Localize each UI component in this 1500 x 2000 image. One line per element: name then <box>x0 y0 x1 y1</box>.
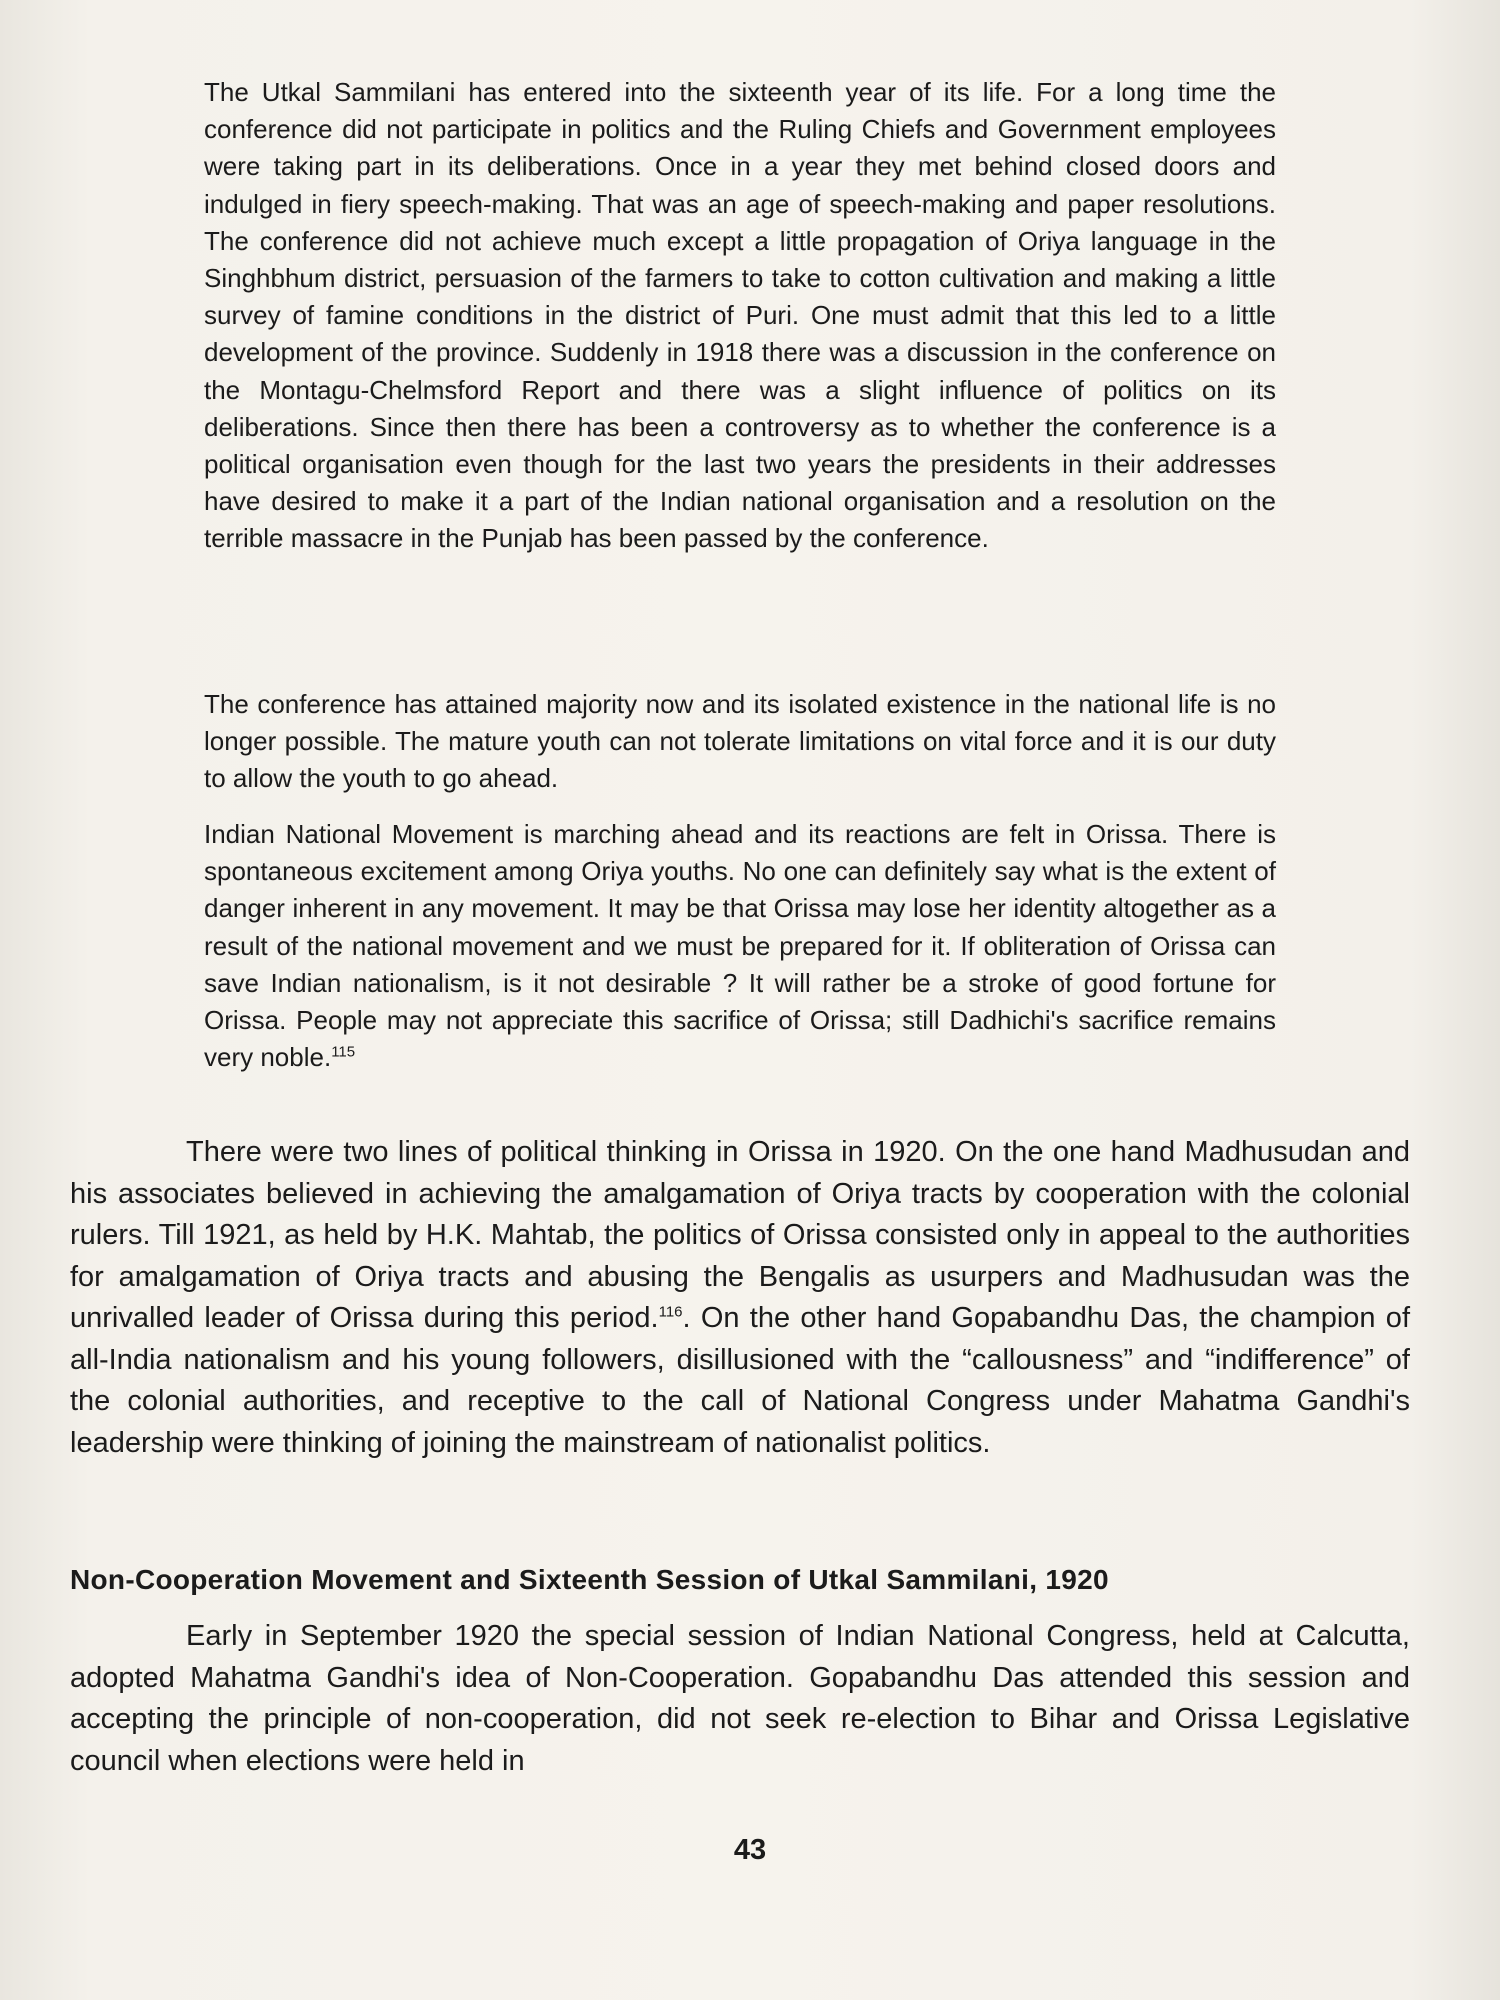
footnote-marker-116: 116 <box>658 1303 683 1321</box>
body-paragraph-2-text: Early in September 1920 the special session of Indian National Congress, held at Calcutta, adopted Mahatma Gandhi's idea of Non-Cooperation. Gopabandhu Das attended this session and accepting the principle of non-cooperation, did not seek re-election to Bihar and Orissa Legislative council when elections were held in <box>70 1620 1410 1777</box>
quote-paragraph-2 <box>204 686 1276 798</box>
quote-paragraph-2-text: The conference has attained majority now and its isolated existence in the national life is no longer possible. The mature youth can not tolerate limitations on vital force and it is our duty to allow the youth to go ahead. <box>204 689 1276 794</box>
page-number: 43 <box>733 1834 767 1866</box>
quote-paragraph-3 <box>204 816 1276 1076</box>
body-paragraph-1 <box>70 1132 1410 1464</box>
quote-paragraph-1 <box>204 74 1276 558</box>
body-paragraph-1-text-b: . On the other hand Gopabandhu Das, the champion of all-India nationalism and his young followers, disillusioned with the “callousness” and “indifference” of the colonial authorities, and receptive to the call of National Congress under Mahatma Gandhi's leadership were thinking of joining the mainstream of nationalist politics. <box>70 1302 1410 1459</box>
footnote-marker-115: 115 <box>331 1043 356 1061</box>
section-heading: Non-Cooperation Movement and Sixteenth Session of Utkal Sammilani, 1920 <box>70 1564 1109 1595</box>
quote-paragraph-3-text: Indian National Movement is marching ahead and its reactions are felt in Orissa. There is spontaneous excitement among Oriya youths. No one can definitely say what is the extent of danger inherent in any movement. It may be that Orissa may lose her identity altogether as a result of the national movement and we must be prepared for it. If obliteration of Orissa can save Indian nationalism, is it not desirable ? It will rather be a stroke of good fortune for Orissa. People may not appreciate this sacrifice of Orissa; still Dadhichi's sacrifice remains very noble. <box>204 819 1276 1073</box>
quote-paragraph-1-text: The Utkal Sammilani has entered into the sixteenth year of its life. For a long time the conference did not participate in politics and the Ruling Chiefs and Government employees were taking part in its deliberations. Once in a year they met behind closed doors and indulged in fiery speech-making. That was an age of speech-making and paper resolutions. The conference did not achieve much except a little propagation of Oriya language in the Singhbhum district, persuasion of the farmers to take to cotton cultivation and making a little survey of famine conditions in the district of Puri. One must admit that this led to a little development of the province. Suddenly in 1918 there was a discussion in the conference on the Montagu-Chelmsford Report and there was a slight influence of politics on its deliberations. Since then there has been a controversy as to whether the conference is a political organisation even though for the last two years the presidents in their addresses have desired to make it a part of the Indian national organisation and a resolution on the terrible massacre in the Punjab has been passed by the conference. <box>204 77 1276 554</box>
body-paragraph-2 <box>70 1616 1410 1782</box>
body-paragraph-1-text-a: There were two lines of political thinking in Orissa in 1920. On the one hand Madhusudan and his associates believed in achieving the amalgamation of Oriya tracts by cooperation with the colonial rulers. Till 1921, as held by H.K. Mahtab, the politics of Orissa consisted only in appeal to the authorities for amalgamation of Oriya tracts and abusing the Bengalis as usurpers and Madhusudan was the unrivalled leader of Orissa during this period. <box>70 1136 1410 1334</box>
